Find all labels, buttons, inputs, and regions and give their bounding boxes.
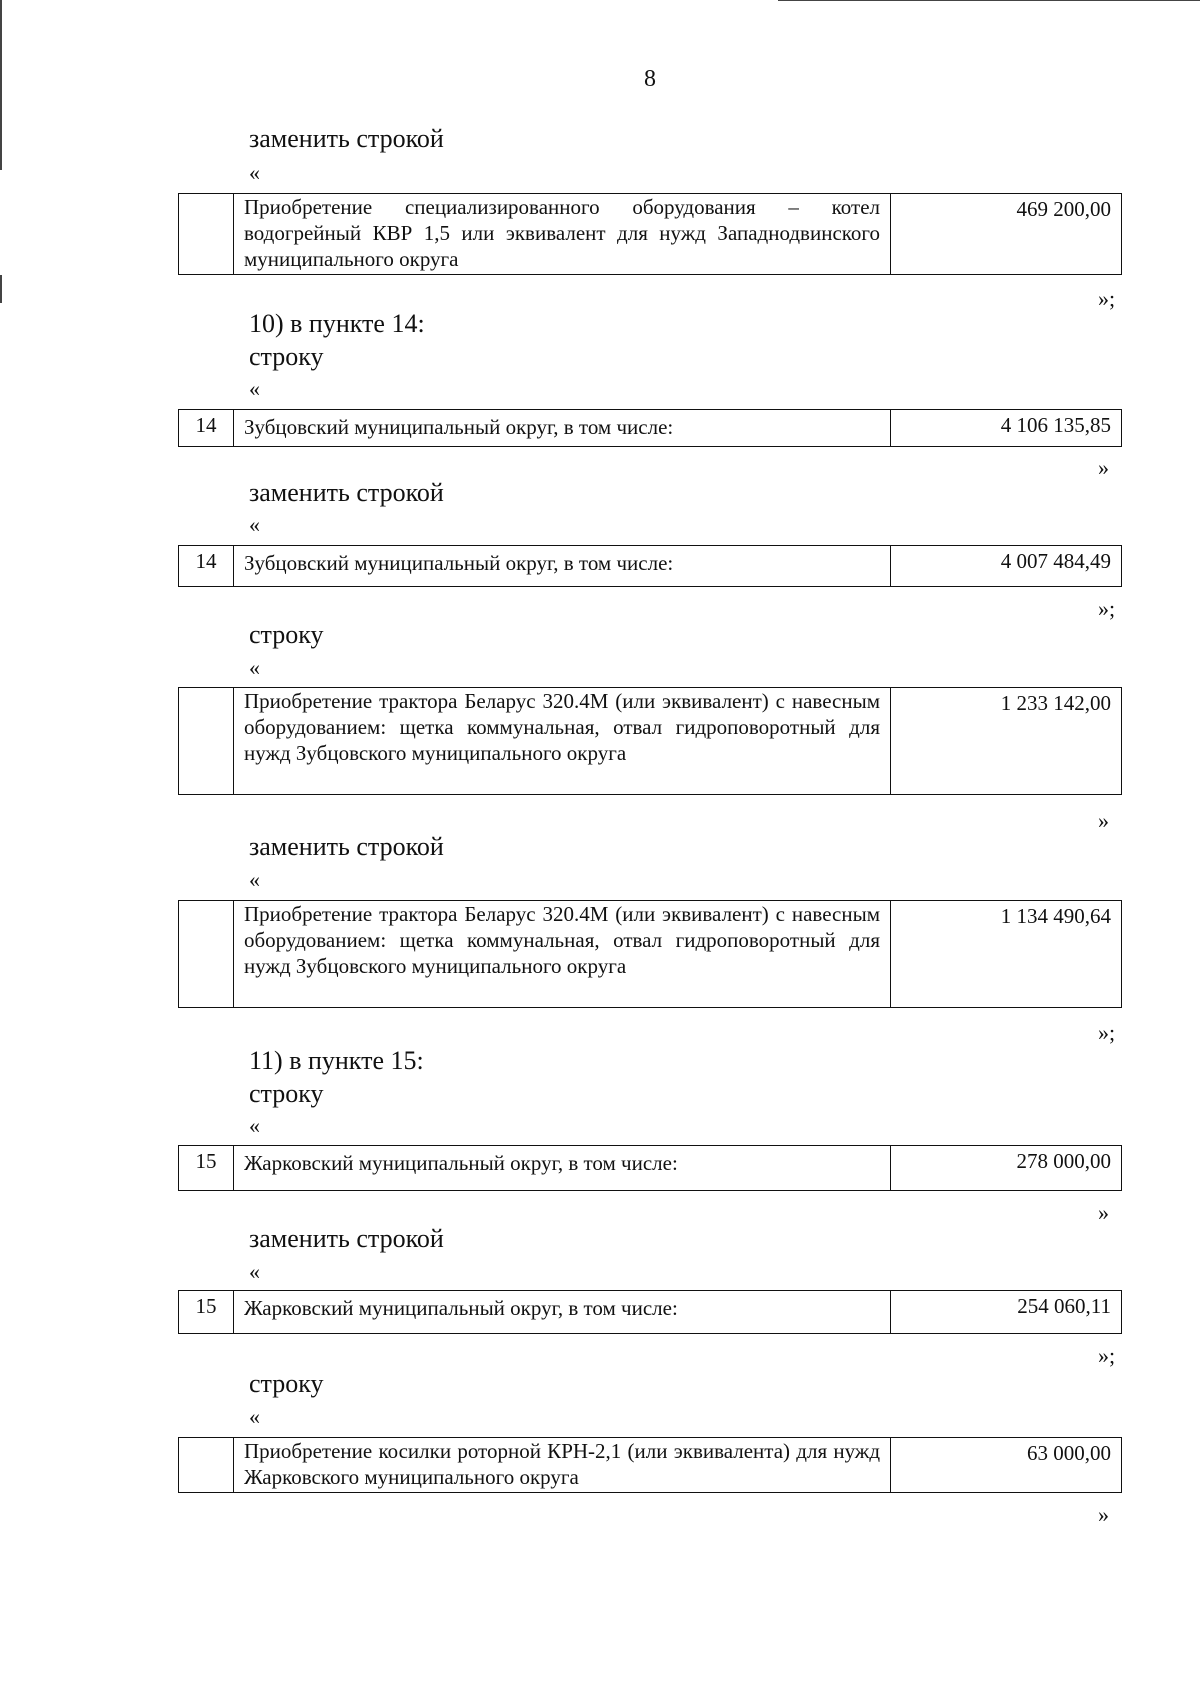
amendment-row-table bbox=[178, 1145, 1122, 1191]
row-number-cell bbox=[179, 901, 234, 1008]
row-description-cell: Зубцовский муниципальный округ, в том числе: bbox=[234, 546, 891, 587]
close-quote: » bbox=[1098, 1502, 1109, 1527]
row-amount-cell: 469 200,00 bbox=[891, 194, 1122, 275]
amendment-row-table bbox=[178, 1437, 1122, 1493]
row-description-cell: Зубцовский муниципальный округ, в том числе: bbox=[234, 410, 891, 447]
close-quote: »; bbox=[1098, 1020, 1116, 1045]
instruction-heading: заменить строкой bbox=[249, 478, 444, 507]
table-row bbox=[179, 901, 1122, 1008]
row-amount-cell: 63 000,00 bbox=[891, 1438, 1122, 1493]
close-quote: » bbox=[1098, 808, 1109, 833]
row-number-cell bbox=[179, 688, 234, 795]
amendment-row-table bbox=[178, 409, 1122, 447]
table-row bbox=[179, 1291, 1122, 1334]
scan-edge-line-top bbox=[778, 0, 1200, 1]
instruction-heading: строку bbox=[249, 342, 324, 371]
row-description-cell: Приобретение трактора Беларус 320.4М (или эквивалент) с навесным оборудованием: щетка коммунальная, отвал гидроповоротный для нужд Зубцовского муниципального округа bbox=[234, 688, 891, 795]
open-quote: « bbox=[249, 512, 260, 537]
row-amount-cell: 4 007 484,49 bbox=[891, 546, 1122, 587]
open-quote: « bbox=[249, 376, 260, 401]
amendment-row-table bbox=[178, 545, 1122, 587]
row-description-cell: Приобретение специализированного оборудования – котел водогрейный КВР 1,5 или эквивалент для нужд Западнодвинского муниципального округа bbox=[234, 194, 891, 275]
table-row bbox=[179, 410, 1122, 447]
section-heading: 11) в пункте 15: bbox=[249, 1046, 424, 1075]
instruction-heading: строку bbox=[249, 620, 324, 649]
open-quote: « bbox=[249, 867, 260, 892]
row-number-cell bbox=[179, 194, 234, 275]
instruction-heading: заменить строкой bbox=[249, 832, 444, 861]
row-description-cell: Жарковский муниципальный округ, в том числе: bbox=[234, 1291, 891, 1334]
row-number-cell bbox=[179, 1438, 234, 1493]
row-description-cell: Жарковский муниципальный округ, в том числе: bbox=[234, 1146, 891, 1191]
open-quote: « bbox=[249, 1259, 260, 1284]
row-amount-cell: 1 134 490,64 bbox=[891, 901, 1122, 1008]
row-number-cell: 15 bbox=[179, 1291, 234, 1334]
amendment-row-table bbox=[178, 193, 1122, 275]
open-quote: « bbox=[249, 1404, 260, 1429]
close-quote: » bbox=[1098, 455, 1109, 480]
open-quote: « bbox=[249, 1113, 260, 1138]
close-quote: »; bbox=[1098, 286, 1116, 311]
section-heading: 10) в пункте 14: bbox=[249, 309, 425, 338]
row-number-cell: 14 bbox=[179, 410, 234, 447]
close-quote: »; bbox=[1098, 596, 1116, 621]
amendment-row-table bbox=[178, 1290, 1122, 1334]
row-description-cell: Приобретение косилки роторной КРН-2,1 (или эквивалента) для нужд Жарковского муниципального округа bbox=[234, 1438, 891, 1493]
row-amount-cell: 4 106 135,85 bbox=[891, 410, 1122, 447]
table-row bbox=[179, 688, 1122, 795]
instruction-heading: строку bbox=[249, 1369, 324, 1398]
page-number: 8 bbox=[644, 66, 656, 92]
close-quote: »; bbox=[1098, 1343, 1116, 1368]
amendment-row-table bbox=[178, 687, 1122, 795]
amendment-row-table bbox=[178, 900, 1122, 1008]
instruction-heading: заменить строкой bbox=[249, 1224, 444, 1253]
row-amount-cell: 1 233 142,00 bbox=[891, 688, 1122, 795]
instruction-heading: заменить строкой bbox=[249, 124, 444, 153]
row-amount-cell: 278 000,00 bbox=[891, 1146, 1122, 1191]
instruction-heading: строку bbox=[249, 1079, 324, 1108]
table-row bbox=[179, 1146, 1122, 1191]
row-number-cell: 14 bbox=[179, 546, 234, 587]
scan-edge-line-left-2 bbox=[0, 275, 2, 303]
table-row bbox=[179, 1438, 1122, 1493]
row-description-cell: Приобретение трактора Беларус 320.4М (или эквивалент) с навесным оборудованием: щетка коммунальная, отвал гидроповоротный для нужд Зубцовского муниципального округа bbox=[234, 901, 891, 1008]
open-quote: « bbox=[249, 160, 260, 185]
open-quote: « bbox=[249, 655, 260, 680]
table-row bbox=[179, 194, 1122, 275]
close-quote: » bbox=[1098, 1200, 1109, 1225]
row-number-cell: 15 bbox=[179, 1146, 234, 1191]
table-row bbox=[179, 546, 1122, 587]
row-amount-cell: 254 060,11 bbox=[891, 1291, 1122, 1334]
